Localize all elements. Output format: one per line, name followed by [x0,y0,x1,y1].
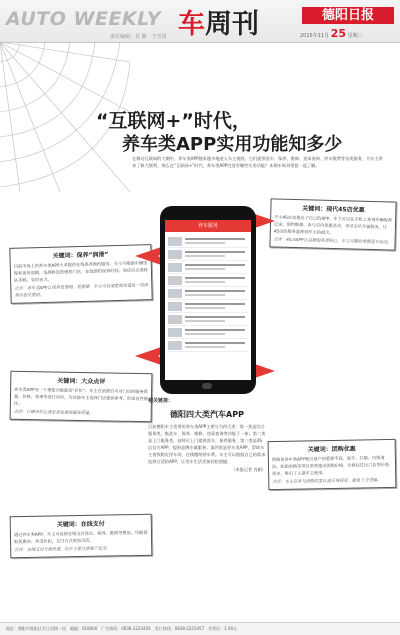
section-body: 养车类APP另一个重要功能就是“评价”。车主在消费后可对门店的服务质量、价格、效率等进行评价，为其他车主选择门店提供参考，形成良性循环。 [13,386,149,406]
section-note: 点评：4S店APP让品牌服务更贴心，车主可随时掌握爱车状况。 [273,236,392,245]
brand-english: AUTO WEEKLY [6,8,162,30]
section-title: 关键词：保养“润滑” [52,251,109,260]
section-note: 点评：口碑评价让商家更加重视服务质量。 [13,408,94,416]
headline-line1: “互联网+”时代， [96,110,251,132]
section-note: 点评：在线支付方便快捷，但车主要注意账户安全。 [14,545,111,553]
footer-info: 地址：德阳市旌阳区长江西路一段 邮编：618000 广告热线：0838-2223456 发行热线：0838-2223457 零售价：1.00元 [0,622,400,635]
center-body: 目前德阳车主常用的养车类APP主要分为四大类：第一类是综合服务类，集洗车、保养、维修、违章查询等功能于一体；第二类是上门服务类，技师可上门提供洗车、保养服务；第三类是4S店官方APP，提供品牌专属服务；第四类是停车类APP，帮助车主查找附近停车场、在线缴纳停车费。车主可以根据自己的需求选择合适的APP，让用车生活更加轻松便捷。 [148,424,266,464]
phone-list-item [167,314,249,326]
related-link-label: 相关链接： [148,398,174,404]
date-weekday: 星期三 [347,33,363,39]
section-body: 不少4S店也推出了自己的APP，车主可以在手机上查询车辆保养记录、预约维修、参与店内优惠活动，享受会员专属服务，让4S店的服务延伸到车主的指尖。 [273,214,393,236]
phone-list-item [167,301,249,313]
date-day: 25 [330,27,346,40]
phone-list-item [167,236,249,248]
phone-list-item [167,340,249,352]
center-section-title: 德阳四大类汽车APP [170,410,244,419]
center-article [148,398,266,474]
date-small: 2015年11月 [300,33,330,39]
section-note: 点评：养车类APP让保养更透明、更便捷，车主可以清楚地知道每一项保养内容及费用。 [14,282,148,298]
section-body: 通过养车类APP，车主可直接在线支付洗车、保养、维修等费用，还能领取优惠券、享受折扣，支付方式更加灵活。 [13,529,148,545]
section-note: 点评：车主在参与团购时要认准正规商家，避免上当受骗。 [272,477,382,485]
paper-name: 德阳日报 [302,7,394,24]
phone-list-item [167,249,249,261]
section-title: 关键词：大众点评 [57,377,106,386]
phone-header: 养车服务 [165,220,251,232]
section-body: 团购是养车类APP吸引用户的重要手段。洗车、打蜡、内饰清洁、轮胎更换等项目常常推出团购价格，价格往往比门店原价低很多，吸引了大量车主使用。 [271,455,390,477]
phone-home-button [202,383,212,389]
section-body: 目前市场上的养车类APP大多提供在线保养预约服务。车主可根据车辆里程和保养周期，选择附近的维修门店，在线预约保养时间，到店后无需排队等候，省时省力。 [13,260,148,283]
phone-list-item [167,288,249,300]
brand-chinese-rest: 周刊 [205,9,259,40]
phone-list-item [167,327,249,339]
credits: 责任编辑：肖 颖 于雪清 [110,34,167,40]
right-section-2 [268,439,397,490]
section-title: 关键词：现代4S店优惠 [302,205,365,214]
headline-line2: 养车类APP实用功能知多少 [122,134,343,155]
intro-paragraph: 在移动互联网的大潮中，养车类APP越来越多地进入车主视野。它们提供洗车、保养、维修、违章查询、停车缴费等各类服务，为车主带来了极大便利。那么在“互联网+”时代，养车类APP究竟有哪些实用功能？本期车周刊带您一起了解。 [132,156,383,168]
phone-list-item [167,275,249,287]
left-section-3 [10,514,153,558]
phone-list-item [167,262,249,274]
section-title: 关键词：团购优惠 [307,445,356,454]
section-title: 关键词：在线支付 [56,520,105,529]
center-author: （本报记者 肖颖） [231,467,266,472]
brand-chinese-main: 车 [178,9,205,40]
brand-chinese [178,2,259,41]
dateline [300,27,363,40]
right-section-1 [269,198,396,250]
